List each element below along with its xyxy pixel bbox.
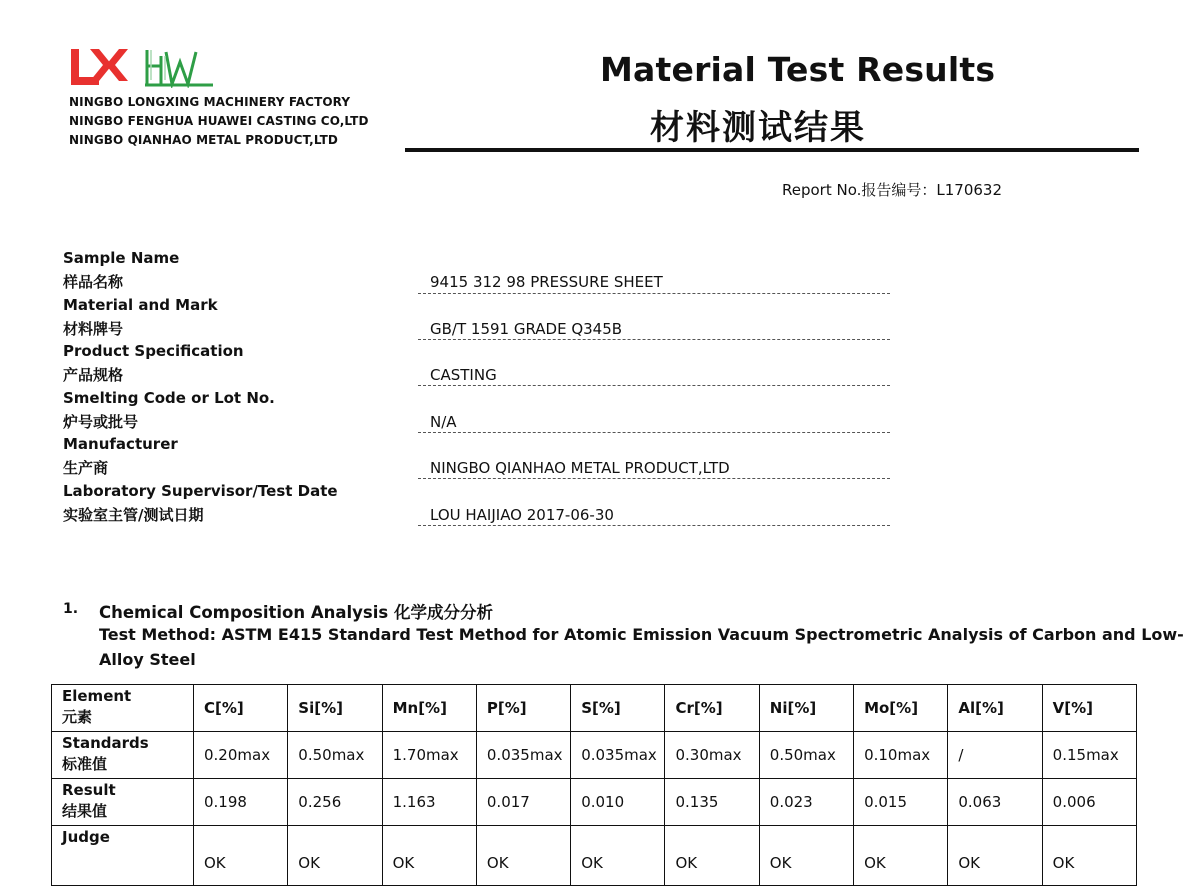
field-label-sample-name-cn: 样品名称 — [63, 273, 124, 291]
field-value-material: GB/T 1591 GRADE Q345B — [430, 320, 623, 338]
table-cell: 0.50max — [759, 732, 853, 779]
table-row — [52, 685, 1137, 732]
field-underline — [418, 478, 890, 479]
table-cell: 0.015 — [854, 779, 948, 826]
table-cell: 0.023 — [759, 779, 853, 826]
company-name-2: NINGBO FENGHUA HUAWEI CASTING CO,LTD — [69, 114, 369, 128]
field-label-supervisor-cn: 实验室主管/测试日期 — [63, 506, 204, 524]
field-value-spec: CASTING — [430, 366, 497, 384]
row-label: Standards 标准值 — [52, 732, 194, 779]
field-underline — [418, 385, 890, 386]
section-number: 1. — [63, 601, 79, 617]
field-label-spec-en: Product Specification — [63, 342, 244, 360]
company-name-3: NINGBO QIANHAO METAL PRODUCT,LTD — [69, 133, 338, 147]
field-underline — [418, 339, 890, 340]
table-cell: OK — [759, 826, 853, 886]
document-title-en: Material Test Results — [600, 50, 996, 89]
field-value-manufacturer: NINGBO QIANHAO METAL PRODUCT,LTD — [430, 459, 730, 477]
table-cell: 0.035max — [476, 732, 570, 779]
chemical-composition-table — [51, 684, 1137, 886]
table-row — [52, 826, 1137, 886]
document-title-cn: 材料测试结果 — [650, 108, 866, 148]
field-label-spec-cn: 产品规格 — [63, 366, 124, 384]
table-cell: OK — [571, 826, 665, 886]
column-header: S[%] — [571, 685, 665, 732]
field-underline — [418, 293, 890, 294]
table-cell: 1.163 — [382, 779, 476, 826]
field-label-manufacturer-cn: 生产商 — [63, 459, 109, 477]
column-header: Mn[%] — [382, 685, 476, 732]
table-cell: OK — [854, 826, 948, 886]
table-row — [52, 732, 1137, 779]
field-label-manufacturer-en: Manufacturer — [63, 435, 178, 453]
field-label-material-en: Material and Mark — [63, 296, 218, 314]
table-cell: OK — [194, 826, 288, 886]
field-underline — [418, 432, 890, 433]
column-header: V[%] — [1042, 685, 1136, 732]
table-cell: 0.035max — [571, 732, 665, 779]
table-cell: 0.10max — [854, 732, 948, 779]
column-header: Si[%] — [288, 685, 382, 732]
table-cell: 0.20max — [194, 732, 288, 779]
table-cell: 0.063 — [948, 779, 1042, 826]
field-label-material-cn: 材料牌号 — [63, 320, 124, 338]
company-name-1: NINGBO LONGXING MACHINERY FACTORY — [69, 95, 351, 109]
company-logo — [68, 44, 216, 88]
table-cell: 0.15max — [1042, 732, 1136, 779]
table-cell: OK — [948, 826, 1042, 886]
test-method-line2: Alloy Steel — [99, 650, 196, 669]
table-cell: / — [948, 732, 1042, 779]
table-cell: 0.198 — [194, 779, 288, 826]
field-label-sample-name-en: Sample Name — [63, 249, 180, 267]
column-header: C[%] — [194, 685, 288, 732]
column-header: Ni[%] — [759, 685, 853, 732]
column-header: P[%] — [476, 685, 570, 732]
field-value-supervisor: LOU HAIJIAO 2017-06-30 — [430, 506, 614, 524]
field-value-lot: N/A — [430, 413, 457, 431]
table-cell: 0.135 — [665, 779, 759, 826]
column-header: Mo[%] — [854, 685, 948, 732]
table-cell: 0.50max — [288, 732, 382, 779]
table-cell: 0.30max — [665, 732, 759, 779]
table-cell: OK — [1042, 826, 1136, 886]
table-cell: 0.017 — [476, 779, 570, 826]
title-divider — [405, 148, 1139, 152]
table-row — [52, 779, 1137, 826]
table-cell: OK — [288, 826, 382, 886]
test-method-line1: Test Method: ASTM E415 Standard Test Method for Atomic Emission Vacuum Spectrometric Analysis of Carbon and Low- — [99, 625, 1184, 644]
table-cell: OK — [665, 826, 759, 886]
table-cell: 0.010 — [571, 779, 665, 826]
field-label-lot-en: Smelting Code or Lot No. — [63, 389, 275, 407]
table-cell: OK — [382, 826, 476, 886]
table-cell: 0.006 — [1042, 779, 1136, 826]
row-label: Element 元素 — [52, 685, 194, 732]
field-label-lot-cn: 炉号或批号 — [63, 413, 139, 431]
section-title: Chemical Composition Analysis 化学成分分析 — [99, 603, 493, 622]
field-value-sample-name: 9415 312 98 PRESSURE SHEET — [430, 273, 663, 291]
table-cell: OK — [476, 826, 570, 886]
field-label-supervisor-en: Laboratory Supervisor/Test Date — [63, 482, 338, 500]
report-number: Report No.报告编号：L170632 — [782, 181, 1003, 199]
row-label: Result 结果值 — [52, 779, 194, 826]
table-cell: 1.70max — [382, 732, 476, 779]
column-header: Cr[%] — [665, 685, 759, 732]
field-underline — [418, 525, 890, 526]
table-cell: 0.256 — [288, 779, 382, 826]
column-header: Al[%] — [948, 685, 1042, 732]
row-label: Judge — [52, 826, 194, 886]
